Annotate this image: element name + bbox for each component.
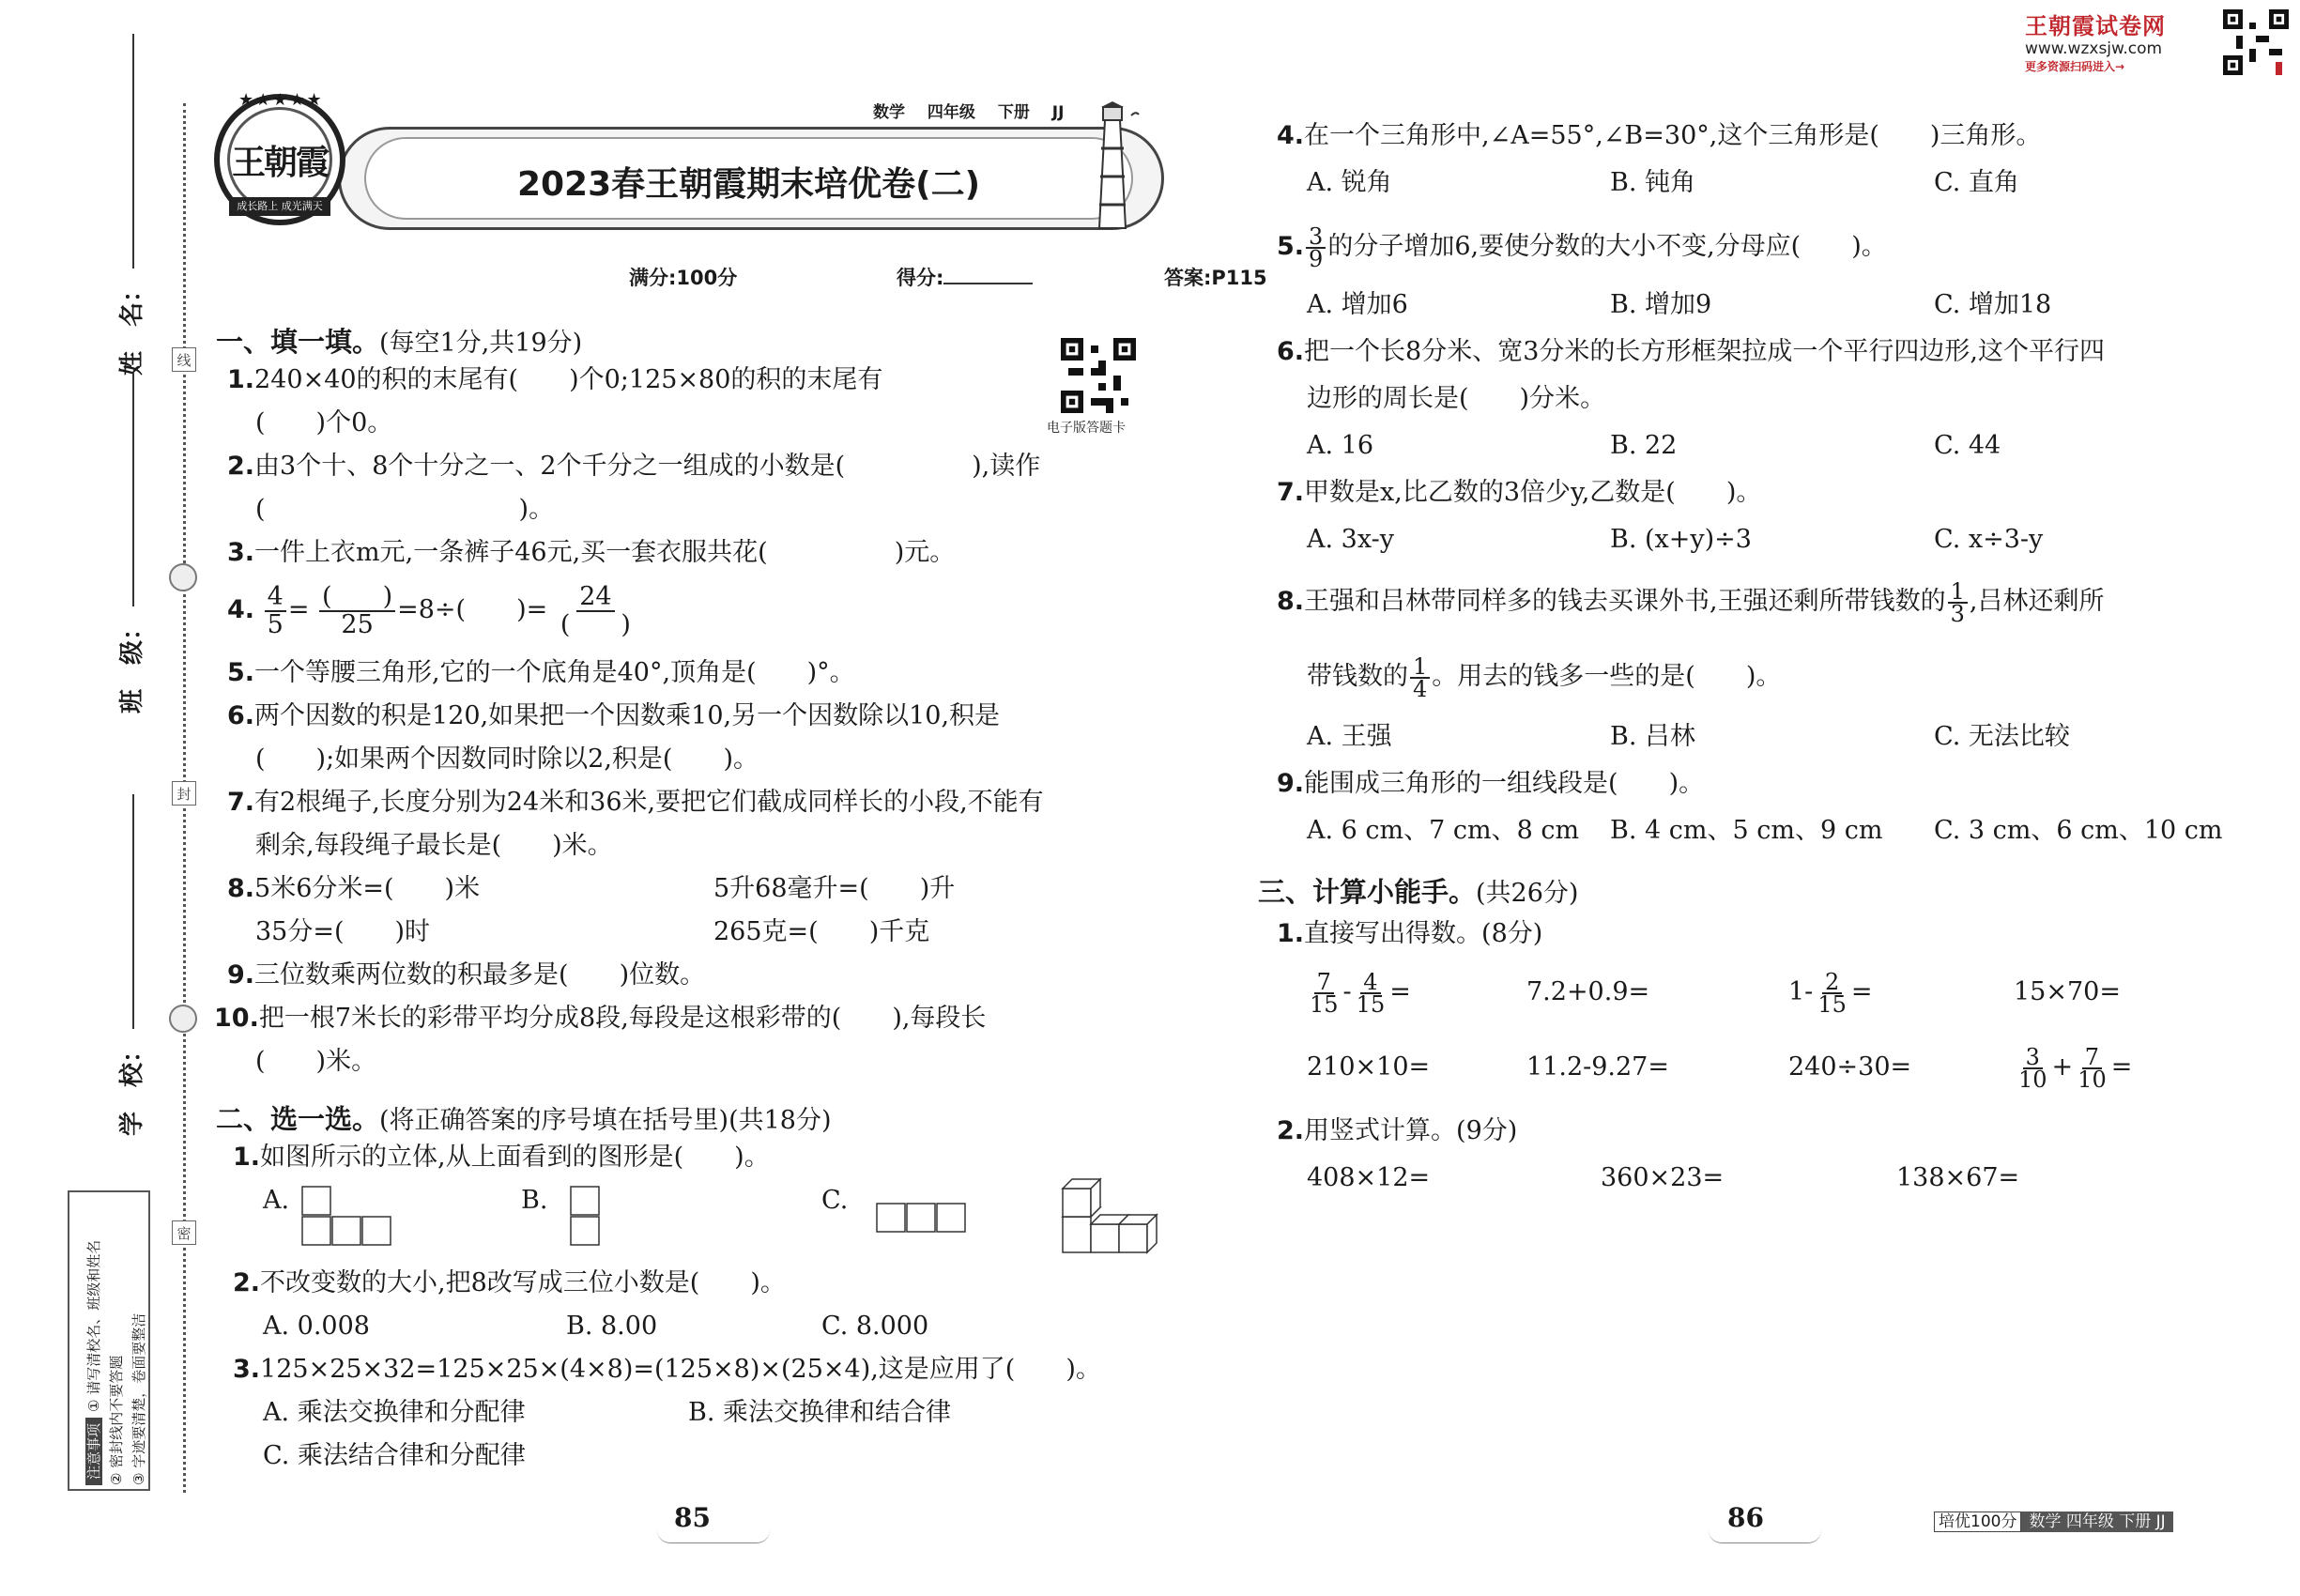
option: C. 44 — [1934, 431, 2001, 460]
page-number: 86 — [1727, 1502, 1764, 1533]
page-right — [1220, 0, 2300, 1596]
calc-item: 138×67= — [1896, 1163, 2020, 1192]
notice-text: 注意事项① 请写清校名、班级和姓名 ② 密封线内不要答题 ③ 字迹要清楚，卷面要整洁 — [85, 1239, 147, 1485]
question-line: 7.甲数是x,比乙数的3倍少y,乙数是( )。 — [1277, 478, 1762, 507]
option: A. 0.008 — [263, 1312, 370, 1341]
calc-item: 408×12= — [1307, 1163, 1431, 1192]
question-line: 2.由3个十、8个十分之一、2个千分之一组成的小数是( ),读作 — [227, 452, 1041, 481]
section-3-title: 三、计算小能手。(共26分) — [1258, 876, 1579, 908]
question-line: 1.直接写出得数。(8分) — [1277, 919, 1543, 948]
option: C. 直角 — [1934, 168, 2019, 197]
seal-char: 密 — [172, 1220, 196, 1245]
answer-ref: 答案:P115 — [1164, 267, 1267, 289]
section-2-title: 二、选一选。(将正确答案的序号填在括号里)(共18分) — [216, 1103, 832, 1135]
notice-box — [68, 1190, 150, 1491]
brand-logo: ★★★★★ 王朝霞 成长路上 成光满天 — [214, 94, 345, 225]
calc-item: $\frac{3}{10}$ + $\frac{7}{10}$ = — [2018, 1043, 2133, 1093]
option: A. 16 — [1307, 431, 1374, 460]
question-line: 9.能围成三角形的一组线段是( )。 — [1277, 769, 1705, 798]
question-line: 5. $\frac{3}{9}$ 的分子增加6,要使分数的大小不变,分母应( )。 — [1277, 223, 1887, 272]
option: C. x÷3-y — [1934, 525, 2044, 554]
option: B. 乘法交换律和结合律 — [688, 1398, 952, 1427]
question-line: 1.如图所示的立体,从上面看到的图形是( )。 — [233, 1143, 770, 1172]
stars-icon: ★★★★★ — [238, 90, 324, 110]
seal-char: 封 — [172, 781, 196, 806]
option: B. 22 — [1610, 431, 1678, 460]
qr-caption: 电子版答题卡 — [1047, 421, 1126, 436]
option: A. 乘法交换律和分配律 — [263, 1398, 526, 1427]
calc-item: 1- $\frac{2}{15}$ = — [1788, 968, 1873, 1018]
question-line: 4. $\frac{4}{5}$ = $\frac{( )}{25}$ =8÷( )= $\frac{24}{( )}$ — [227, 581, 631, 639]
question-line: 9.三位数乘两位数的积最多是( )位数。 — [227, 960, 706, 990]
notice-title: 注意事项 — [85, 1418, 102, 1485]
section-1-title: 一、填一填。(每空1分,共19分) — [216, 326, 583, 358]
question-line: 剩余,每段绳子最长是( )米。 — [255, 831, 613, 860]
binding-hole — [169, 1005, 197, 1033]
title-banner — [338, 127, 1164, 230]
option: C. 增加18 — [1934, 290, 2052, 319]
question-line: 带钱数的 $\frac{1}{4}$ 。用去的钱多一些的是( )。 — [1307, 652, 1782, 702]
option: B. — [521, 1186, 548, 1215]
calc-item: 210×10= — [1307, 1052, 1431, 1082]
option: A. 王强 — [1307, 722, 1392, 751]
seal-char: 线 — [172, 347, 196, 372]
calc-item: 240÷30= — [1788, 1052, 1912, 1082]
option: C. 3 cm、6 cm、10 cm — [1934, 816, 2223, 845]
option: C. 8.000 — [821, 1312, 929, 1341]
option: B. 8.00 — [566, 1312, 658, 1341]
name-field[interactable]: 姓 名： — [113, 34, 147, 376]
question-line: 5.一个等腰三角形,它的一个底角是40°,顶角是( )°。 — [227, 658, 855, 687]
question-line: ( )个0。 — [255, 408, 393, 437]
calc-item: 15×70= — [2014, 977, 2121, 1006]
question-line: 4.在一个三角形中,∠A=55°,∠B=30°,这个三角形是( )三角形。 — [1277, 121, 2042, 150]
question-line: 8.王强和吕林带同样多的钱去买课外书,王强还剩所带钱数的 $\frac{1}{3}$ ,吕林还剩所 — [1277, 577, 2105, 627]
calc-item: $\frac{7}{15}$ - $\frac{4}{15}$ = — [1310, 968, 1411, 1018]
question-line: ( )。 — [255, 495, 555, 524]
question-line: 8.5米6分米=( )米 — [227, 874, 481, 903]
full-score: 满分:100分 — [629, 267, 738, 289]
option: A. — [263, 1186, 290, 1215]
question-line: 5升68毫升=( )升 — [713, 874, 956, 903]
score-field[interactable]: 得分: — [897, 263, 1033, 291]
question-line: 3.一件上衣m元,一条裤子46元,买一套衣服共花( )元。 — [227, 538, 956, 567]
cube-solid-figure — [1061, 1177, 1164, 1254]
option: B. 钝角 — [1610, 168, 1696, 197]
lighthouse-icon — [1084, 101, 1141, 233]
question-line: ( )米。 — [255, 1047, 377, 1076]
subject-tags: 数学 四年级 下册 JJ — [873, 103, 1065, 122]
question-line: 7.有2根绳子,长度分别为24米和36米,要把它们截成同样长的小段,不能有 — [227, 788, 1044, 817]
question-line: 2.不改变数的大小,把8改写成三位小数是( )。 — [233, 1268, 786, 1297]
question-line: 6.把一个长8分米、宽3分米的长方形框架拉成一个平行四边形,这个平行四 — [1277, 337, 2105, 366]
class-field[interactable]: 班 级： — [113, 372, 147, 714]
question-line: ( );如果两个因数同时除以2,积是( )。 — [255, 744, 759, 774]
option: C. — [821, 1186, 849, 1215]
question-line: 35分=( )时 — [255, 917, 431, 946]
option: B. 4 cm、5 cm、9 cm — [1610, 816, 1883, 845]
footer-tag: 培优100分 数学 四年级 下册 JJ — [1934, 1508, 2173, 1531]
school-field[interactable]: 学 校： — [113, 794, 147, 1136]
binding-hole — [169, 563, 197, 591]
option: A. 6 cm、7 cm、8 cm — [1307, 816, 1580, 845]
qr-code-icon — [1061, 338, 1136, 413]
question-line: 1.240×40的积的末尾有( )个0;125×80的积的末尾有 — [227, 365, 883, 394]
page-ornament — [1709, 1530, 1821, 1543]
question-line: 2.用竖式计算。(9分) — [1277, 1116, 1518, 1145]
option: A. 锐角 — [1307, 168, 1392, 197]
page-number: 85 — [674, 1502, 711, 1533]
option: A. 3x-y — [1307, 525, 1394, 554]
option-a-figure — [300, 1185, 394, 1252]
question-line: 265克=( )千克 — [713, 917, 930, 946]
option: B. 吕林 — [1610, 722, 1696, 751]
option-c-figure — [875, 1202, 969, 1239]
page-ornament — [657, 1530, 770, 1543]
question-line: 6.两个因数的积是120,如果把一个因数乘10,另一个因数除以10,积是 — [227, 701, 1001, 730]
calc-item: 360×23= — [1601, 1163, 1725, 1192]
option: A. 增加6 — [1307, 290, 1408, 319]
question-line: 边形的周长是( )分米。 — [1307, 384, 1606, 413]
option: C. 无法比较 — [1934, 722, 2070, 751]
option: B. 增加9 — [1610, 290, 1712, 319]
question-line: 10.把一根7米长的彩带平均分成8段,每段是这根彩带的( ),每段长 — [214, 1004, 987, 1033]
page-left — [197, 0, 1267, 1596]
binding-strip — [0, 0, 192, 1596]
exam-title: 2023春王朝霞期末培优卷(二) — [516, 165, 981, 204]
option: C. 乘法结合律和分配律 — [263, 1441, 526, 1470]
calc-item: 11.2-9.27= — [1526, 1052, 1669, 1082]
option: B. (x+y)÷3 — [1610, 525, 1752, 554]
question-line: 3.125×25×32=125×25×(4×8)=(125×8)×(25×4),这是应用了( )。 — [233, 1355, 1101, 1384]
option-b-figure — [569, 1185, 606, 1252]
calc-item: 7.2+0.9= — [1526, 977, 1650, 1006]
brand-header: 王朝霞试卷网 www.wzxsjw.com 更多资源扫码进入→ — [2025, 13, 2166, 73]
